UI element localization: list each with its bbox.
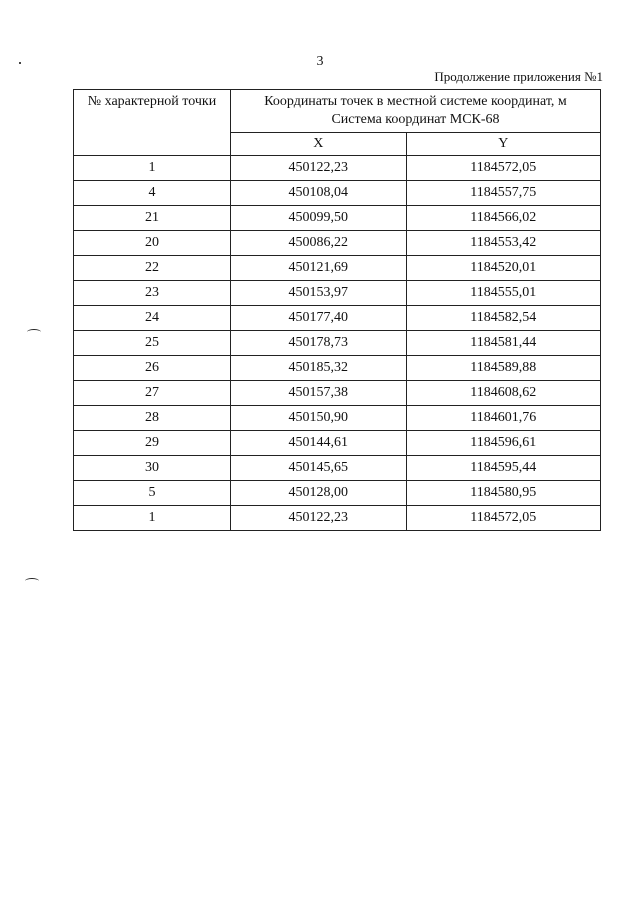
cell-x: 450157,38 [231,381,407,406]
cell-point: 22 [74,256,231,281]
cell-x: 450086,22 [231,231,407,256]
cell-y: 1184601,76 [406,406,600,431]
scan-mark [27,329,41,335]
table-row [74,181,601,206]
header-coordinates [231,90,601,133]
cell-y: 1184608,62 [406,381,600,406]
cell-x: 450122,23 [231,156,407,181]
cell-y: 1184572,05 [406,156,600,181]
table-row [74,206,601,231]
cell-point: 30 [74,456,231,481]
table-row [74,481,601,506]
cell-point: 1 [74,506,231,531]
cell-y: 1184566,02 [406,206,600,231]
table-row [74,356,601,381]
table-row [74,431,601,456]
cell-point: 23 [74,281,231,306]
cell-point: 25 [74,331,231,356]
cell-y: 1184595,44 [406,456,600,481]
cell-y: 1184580,95 [406,481,600,506]
cell-point: 21 [74,206,231,231]
cell-y: 1184555,01 [406,281,600,306]
header-coordinates-line2: Система координат МСК-68 [331,112,500,127]
cell-y: 1184520,01 [406,256,600,281]
cell-x: 450153,97 [231,281,407,306]
cell-x: 450178,73 [231,331,407,356]
cell-x: 450150,90 [231,406,407,431]
cell-point: 28 [74,406,231,431]
table-row [74,281,601,306]
cell-x: 450122,23 [231,506,407,531]
table-row [74,331,601,356]
cell-point: 26 [74,356,231,381]
cell-x: 450121,69 [231,256,407,281]
page-number: 3 [316,54,324,69]
header-point-number: № характерной точки [74,90,231,156]
cell-point: 4 [74,181,231,206]
cell-y: 1184589,88 [406,356,600,381]
table-row [74,381,601,406]
header-x: X [231,133,407,156]
cell-point: 1 [74,156,231,181]
header-coordinates-line1: Координаты точек в местной системе координат, м [264,94,567,109]
table-row [74,156,601,181]
cell-y: 1184581,44 [406,331,600,356]
cell-x: 450144,61 [231,431,407,456]
continuation-label: Продолжение приложения №1 [434,69,603,84]
table-row [74,306,601,331]
cell-y: 1184582,54 [406,306,600,331]
cell-x: 450108,04 [231,181,407,206]
cell-x: 450099,50 [231,206,407,231]
scan-mark [25,578,39,584]
table-row [74,256,601,281]
cell-point: 24 [74,306,231,331]
table-row [74,506,601,531]
table-row [74,406,601,431]
cell-point: 27 [74,381,231,406]
cell-point: 5 [74,481,231,506]
cell-x: 450145,65 [231,456,407,481]
cell-y: 1184557,75 [406,181,600,206]
cell-x: 450185,32 [231,356,407,381]
header-y: Y [406,133,600,156]
cell-x: 450177,40 [231,306,407,331]
cell-point: 20 [74,231,231,256]
coordinates-table [73,89,601,531]
table-row [74,456,601,481]
table-row [74,231,601,256]
cell-y: 1184572,05 [406,506,600,531]
cell-x: 450128,00 [231,481,407,506]
cell-y: 1184553,42 [406,231,600,256]
cell-point: 29 [74,431,231,456]
cell-y: 1184596,61 [406,431,600,456]
